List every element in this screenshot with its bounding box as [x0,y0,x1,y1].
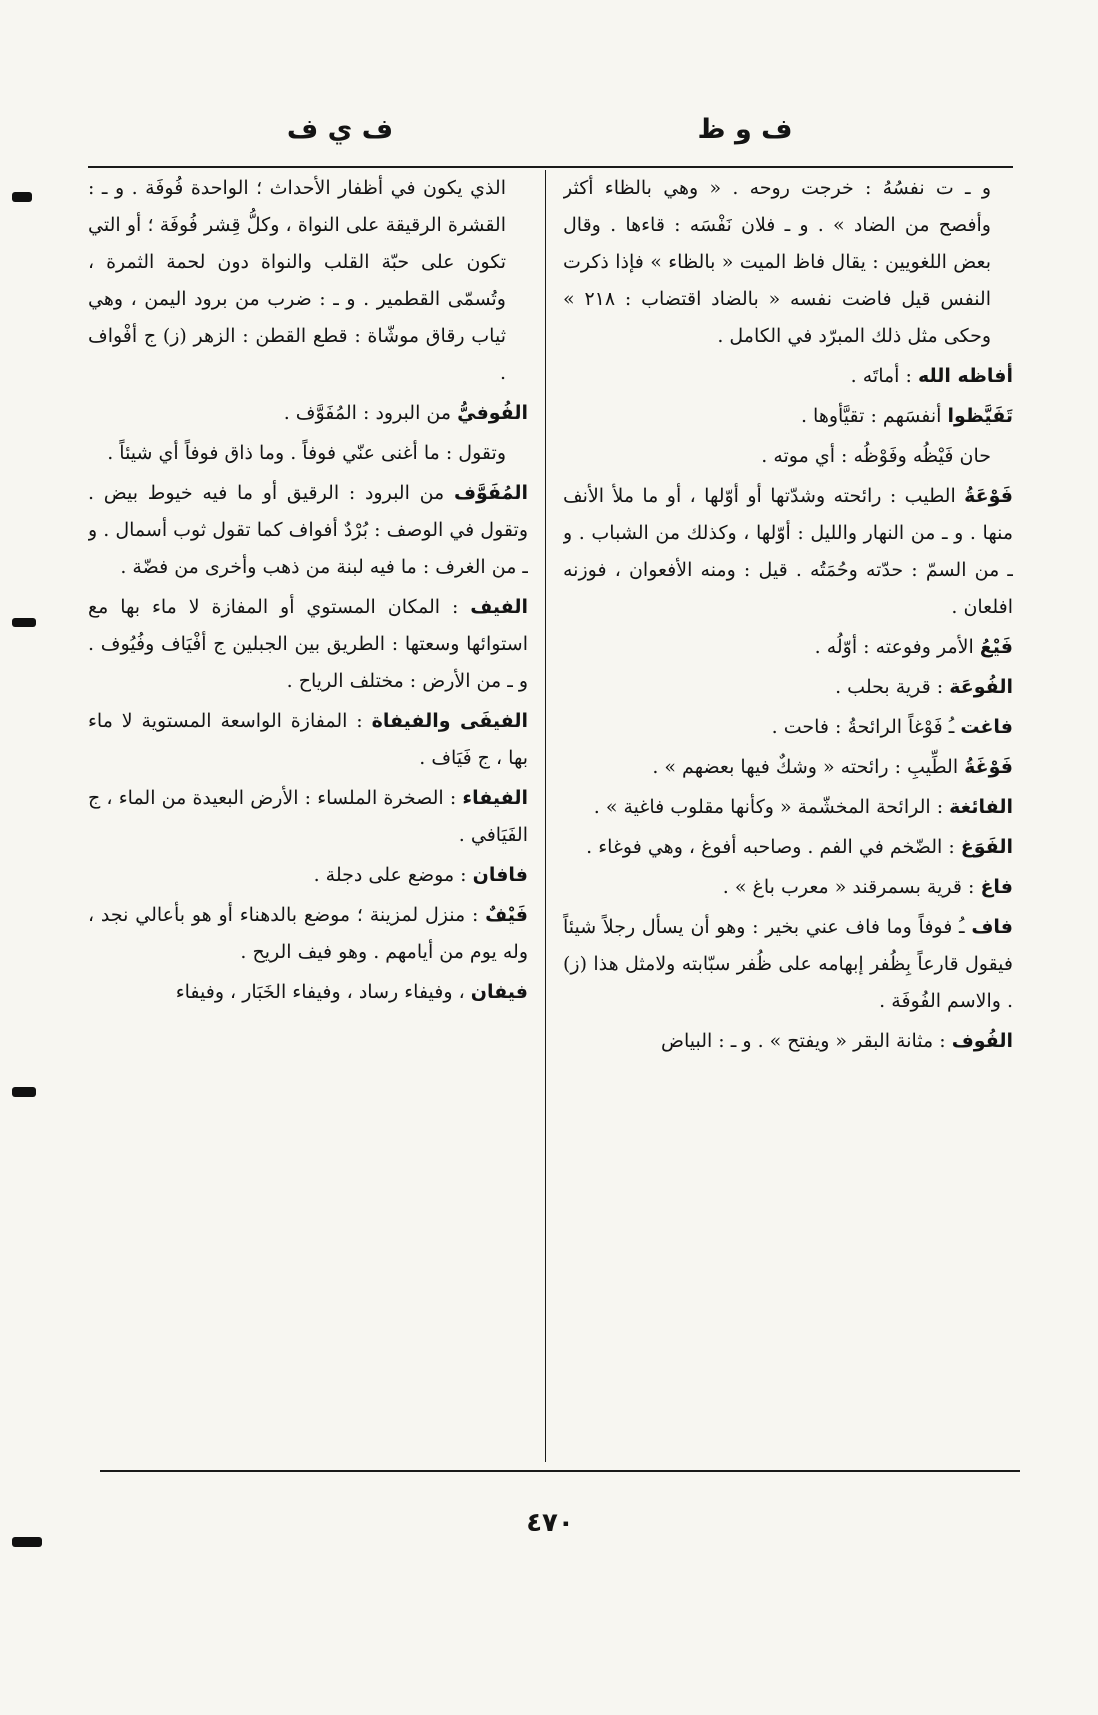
entry-definition: : موضع على دجلة . [313,864,467,886]
dictionary-entry [88,475,528,586]
dictionary-entry [563,629,1013,666]
column-divider [545,170,546,1462]
entry-headword: أفاظه الله [917,365,1013,387]
entry-definition: من البرود : المُفَوَّف . [283,402,452,424]
entry-headword: فيفان [470,981,528,1003]
dictionary-entry [563,669,1013,706]
right-column [563,170,1013,1460]
entry-headword: المُفَوَّف [453,482,528,504]
dictionary-entry [563,749,1013,786]
entry-definition: حان فَيْظُه وفَوْظُه : أي موته . [761,445,991,467]
dictionary-entry [563,789,1013,826]
dictionary-entry [563,869,1013,906]
entry-headword: فافان [472,864,528,886]
dictionary-entry [88,395,528,432]
entry-headword: فَوْعَةُ [964,485,1013,507]
entry-definition: : منزل لمزينة ؛ موضع بالدهناء أو هو بأعالي نجد ، وله يوم من أيامهم . وهو فيف الريح . [88,904,528,963]
margin-mark [12,618,36,627]
dictionary-entry [563,829,1013,866]
entry-definition: : الضّخم في الفم . وصاحبه أفوغ ، وهي فوغاء . [586,836,955,858]
entry-definition: الأمر وفوعته : أوّلُه . [814,636,974,658]
dictionary-entry [563,438,1013,475]
entry-headword: فاغت [960,716,1013,738]
entry-definition: الطيب : رائحته وشدّتها أو أوّلها ، أو ما ملأ الأنف منها . و ـ من النهار والليل : أوّلها ، وكذلك من الشباب . و ـ من السمّ : حدّته وحُمَتُه . قيل : ومنه الأفعوان ، فوزنه افلعان . [563,485,1013,618]
entry-definition: وتقول : ما أغنى عنّي فوفاً . وما ذاق فوفاً أي شيئاً . [107,442,506,464]
entry-definition: ـُ فَوْغاً الرائحةُ : فاحت . [771,716,955,738]
entry-definition: : المفازة الواسعة المستوية لا ماء بها ، ج فَيَاف . [88,710,528,769]
entry-definition: : أماتَه . [850,365,912,387]
footer-rule [100,1470,1020,1472]
dictionary-entry [563,1023,1013,1060]
entry-headword: فَوْغَةُ [964,756,1013,778]
dictionary-entry [563,358,1013,395]
running-header-right: ف و ظ [697,114,793,145]
entry-headword: فاف [971,916,1013,938]
dictionary-entry [88,170,528,392]
dictionary-entry [88,897,528,971]
entry-headword: الفائغة [949,796,1013,818]
dictionary-entry [88,974,528,1011]
entry-definition: ، وفيفاء رساد ، وفيفاء الخَبَار ، وفيفاء [175,981,465,1003]
dictionary-entry [88,703,528,777]
entry-definition: : المكان المستوي أو المفازة لا ماء بها مع استوائها وسعتها : الطريق بين الجبلين ج أفْيَاف وفُيُوف . و ـ من الأرض : مختلف الرياح . [88,596,528,692]
entry-definition: : الرائحة المخشّمة « وكأنها مقلوب فاغية » . [593,796,944,818]
dictionary-entry [563,709,1013,746]
entry-definition: أنفسَهم : تقيَّأوها . [800,405,942,427]
dictionary-entry [563,909,1013,1020]
entry-headword: الفيفاء [462,787,528,809]
entry-headword: الفُوفيُّ [457,402,528,424]
running-header-left: ف ي ف [286,114,394,145]
entry-definition: من البرود : الرقيق أو ما فيه خيوط بيض . وتقول في الوصف : بُرْدٌ أفواف كما تقول ثوب أسمال . و ـ من الغرف : ما فيه لبنة من ذهب وأخرى من فضّة . [88,482,528,578]
entry-definition: و ـ ت نفسُهُ : خرجت روحه . « وهي بالظاء أكثر وأفصح من الضاد » . و ـ فلان نَفْسَه : قاءها . وقال بعض اللغويين : يقال فاظ الميت « بالظاء » فإذا ذكرت النفس قيل فاضت نفسه « بالضاد اقتضاب : ٢١٨ » وحكى مثل ذلك المبرّد في الكامل . [563,177,991,347]
entry-definition: : مثانة البقر « ويفتح » . و ـ : البياض [660,1030,946,1052]
dictionary-entry [88,589,528,700]
margin-mark [12,1537,42,1547]
entry-headword: تَفَيَّظوا [947,405,1013,427]
dictionary-entry [88,857,528,894]
margin-mark [12,1087,36,1097]
entry-definition: : قرية بسمرقند « معرب باغ » . [722,876,975,898]
dictionary-entry [563,478,1013,626]
dictionary-entry [88,780,528,854]
dictionary-entry [88,435,528,472]
entry-definition: الذي يكون في أظفار الأحداث ؛ الواحدة فُوفَة . و ـ : القشرة الرقيقة على النواة ، وكلُّ قِشر فُوفَة ؛ أو التي تكون على حبّة القلب والنواة دون لحمة الثمرة ، وتُسمّى القطمير . و ـ : ضرب من برود اليمن ، وهي ثياب رقاق موشّاة : قطع القطن : الزهر (ز) ج أفْواف . [88,177,506,384]
dictionary-entry [563,170,1013,355]
page-number: ٤٧٠ [526,1508,574,1538]
margin-mark [12,192,32,202]
entry-definition: : قرية بحلب . [835,676,944,698]
entry-headword: فَيْعُ [979,636,1013,658]
dictionary-entry [563,398,1013,435]
header-rule [88,166,1013,168]
entry-definition: ـُ فوفاً وما فاف عني بخير : وهو أن يسأل رجلاً شيئاً فيقول قارعاً بِظُفر إبهامه على ظُفر سبّابته ولامثل هذا (ز) . والاسم الفُوفَة . [563,916,1013,1012]
entry-headword: الفُوعَة [949,676,1013,698]
entry-headword: الفَوَغ [960,836,1013,858]
entry-definition: : الصخرة الملساء : الأرض البعيدة من الماء ، ج الفَيَافي . [88,787,528,846]
entry-headword: فاغ [980,876,1013,898]
entry-headword: الفُوف [951,1030,1013,1052]
entry-headword: الفيف [470,596,528,618]
entry-headword: فَيْفٌ [485,904,528,926]
entry-definition: الطِّيبِ : رائحته « وشكٌ فيها بعضهم » . [652,756,959,778]
left-column [88,170,528,1460]
entry-headword: الفيفَى والفيفاة [371,710,528,732]
